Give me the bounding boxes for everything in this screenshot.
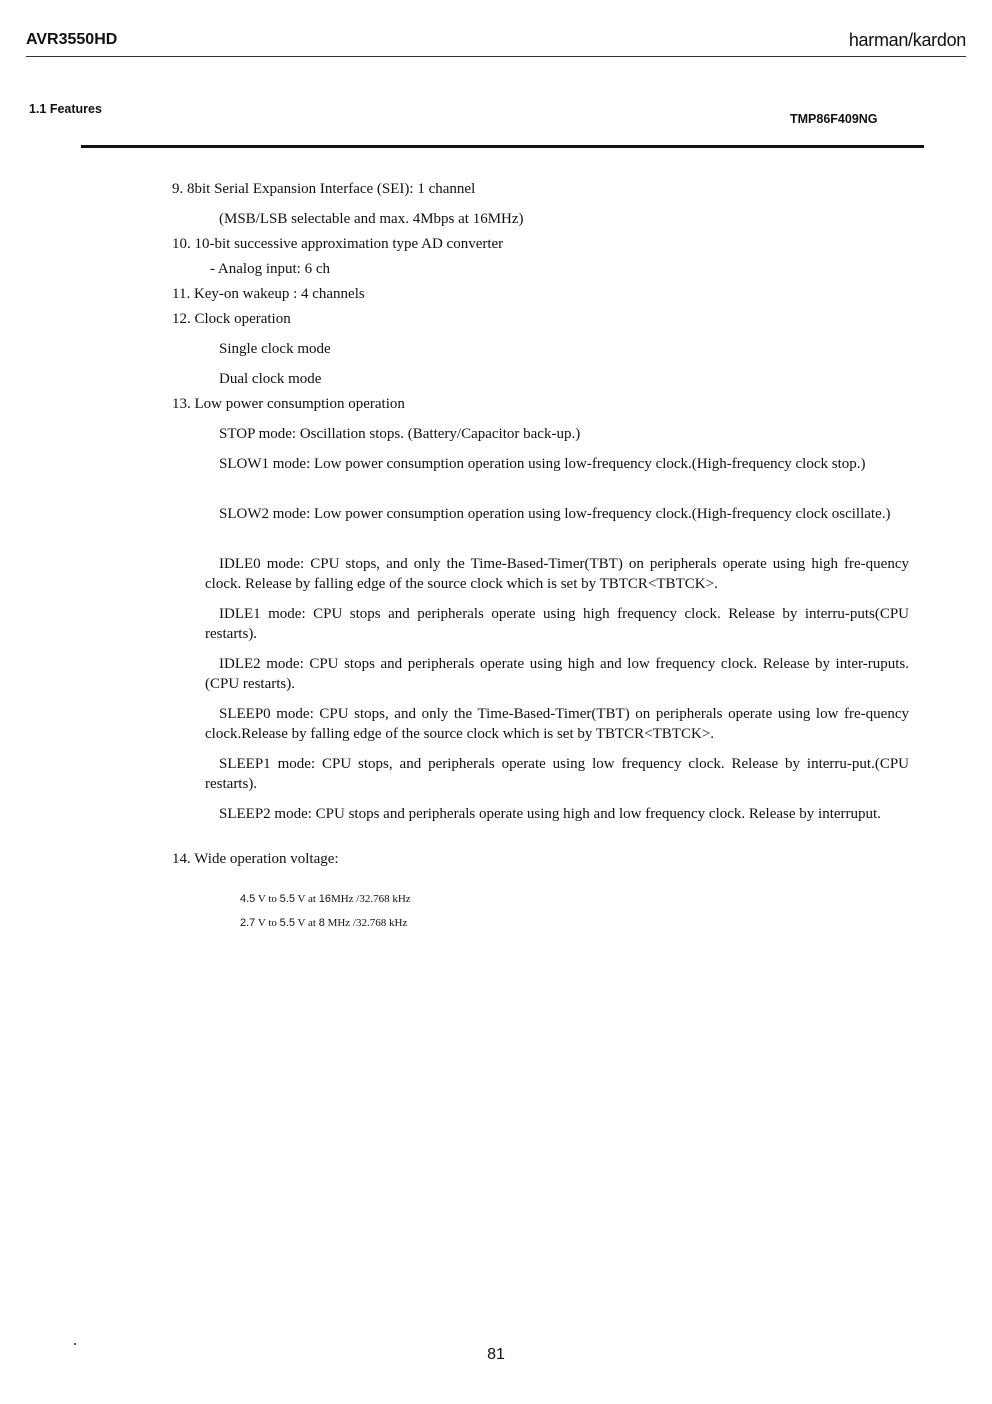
feature-item-12: 12. Clock operation: [172, 311, 291, 327]
frequency-unit: MHz /32.768 kHz: [330, 893, 411, 905]
feature-item-11: 11. Key-on wakeup : 4 channels: [172, 286, 365, 302]
feature-item-9: 9. 8bit Serial Expansion Interface (SEI): 1 channel: [172, 181, 476, 197]
section-rule: [81, 145, 924, 148]
voltage-max: 5.5: [279, 917, 295, 929]
voltage-range-low: [240, 917, 407, 929]
feature-item-13: 13. Low power consumption operation: [172, 396, 405, 412]
frequency-value: 8: [318, 917, 325, 929]
section-title: 1.1 Features: [29, 102, 102, 116]
document-model: AVR3550HD: [26, 31, 118, 48]
brand-logo: harman/kardon: [848, 30, 966, 50]
voltage-range-high: [240, 893, 411, 905]
mode-slow2: SLOW2 mode: Low power consumption operation using low-frequency clock.(High-frequency clock oscillate.): [219, 506, 891, 522]
feature-item-10-detail: - Analog input: 6 ch: [210, 261, 330, 277]
voltage-at: V at: [294, 893, 319, 905]
mode-sleep0: SLEEP0 mode: CPU stops, and only the Time-Based-Timer(TBT) on peripherals operate using low fre-quency clock.Release by falling edge of the source clock which is set by TBTCR<TBTCK>.: [205, 706, 909, 742]
voltage-min: 4.5: [240, 893, 256, 905]
voltage-min: 2.7: [240, 917, 256, 929]
page-number: 81: [487, 1346, 505, 1363]
margin-dot: [74, 1343, 76, 1345]
voltage-at: V at: [294, 917, 319, 929]
mode-idle2: IDLE2 mode: CPU stops and peripherals operate using high and low frequency clock. Release by inter-ruputs. (CPU restarts).: [205, 656, 909, 692]
frequency-value: 16: [318, 893, 331, 905]
feature-item-9-detail: (MSB/LSB selectable and max. 4Mbps at 16MHz): [219, 211, 524, 227]
clock-mode-dual: Dual clock mode: [219, 371, 322, 387]
feature-item-14: 14. Wide operation voltage:: [172, 851, 339, 867]
mode-idle0: IDLE0 mode: CPU stops, and only the Time-Based-Timer(TBT) on peripherals operate using high fre-quency clock. Release by falling edge of the source clock which is set by TBTCR<TBTCK>.: [205, 556, 909, 592]
voltage-to: V to: [255, 893, 280, 905]
mode-slow1: SLOW1 mode: Low power consumption operation using low-frequency clock.(High-frequency clock stop.): [219, 456, 866, 472]
mode-sleep1: SLEEP1 mode: CPU stops, and peripherals operate using low frequency clock. Release by interru-put.(CPU restarts).: [205, 756, 909, 792]
mode-sleep2: SLEEP2 mode: CPU stops and peripherals operate using high and low frequency clock. Release by interruput.: [219, 806, 881, 822]
feature-item-10: 10. 10-bit successive approximation type AD converter: [172, 236, 504, 252]
clock-mode-single: Single clock mode: [219, 341, 331, 357]
frequency-unit: MHz /32.768 kHz: [324, 917, 408, 929]
mode-stop: STOP mode: Oscillation stops. (Battery/Capacitor back-up.): [219, 426, 581, 442]
header-rule: [26, 56, 966, 57]
voltage-max: 5.5: [279, 893, 295, 905]
mode-idle1: IDLE1 mode: CPU stops and peripherals operate using high frequency clock. Release by interru-puts(CPU restarts).: [205, 606, 909, 642]
chip-part-number: TMP86F409NG: [790, 112, 878, 126]
voltage-to: V to: [255, 917, 280, 929]
